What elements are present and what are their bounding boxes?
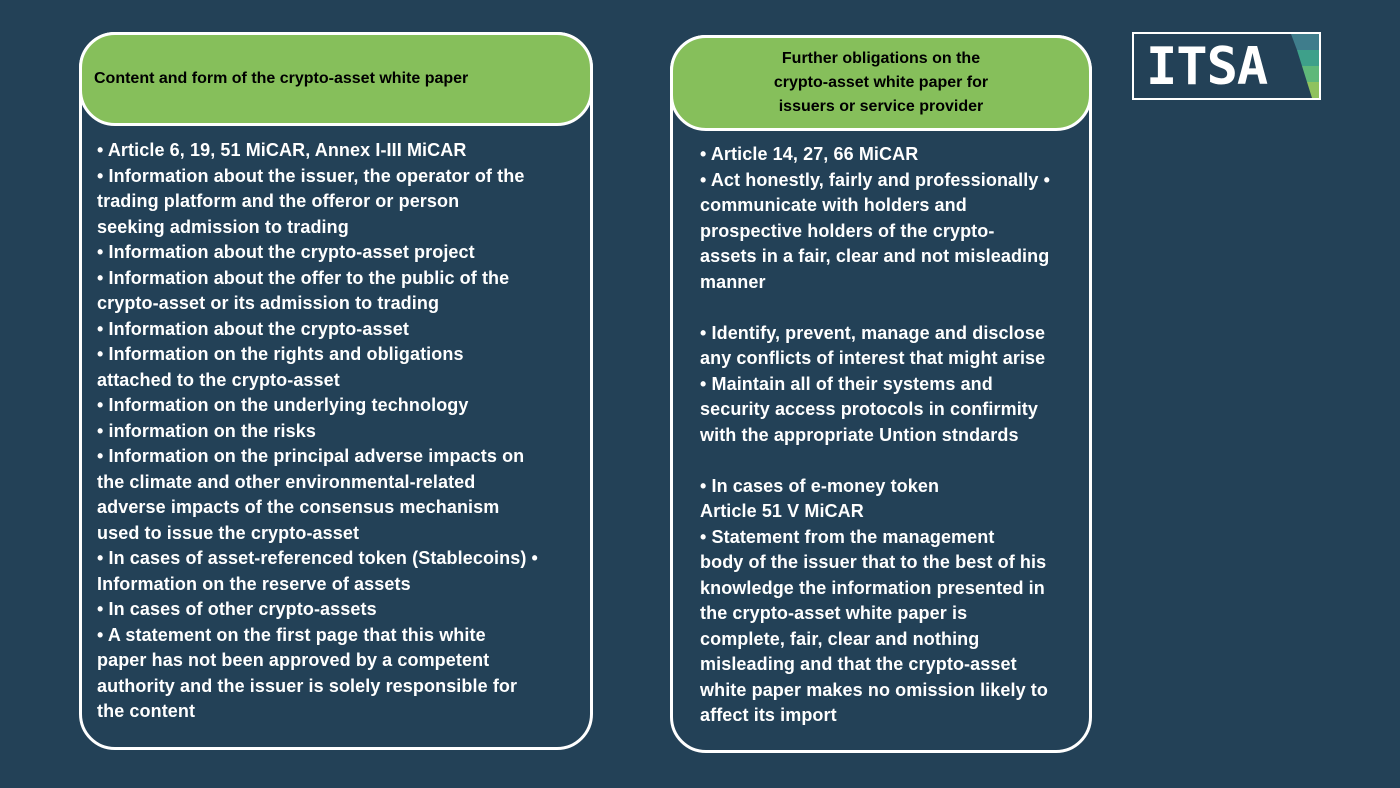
content-form-card-header [79,32,593,126]
content-form-card-body: • Article 6, 19, 51 MiCAR, Annex I-III MiCAR • Information about the issuer, the operator of the trading platform and the offeror or person seeking admission to trading • Information about the crypto-asset project • Information about the offer to the public of the crypto-asset or its admission to trading • Information about the crypto-asset • Information on the rights and obligations attached to the crypto-asset • Information on the underlying technology • information on the risks • Information on the principal adverse impacts on the climate and other environmental-related adverse impacts of the consensus mechanism used to issue the crypto-asset • In cases of asset-referenced token (Stablecoins) • Information on the reserve of assets • In cases of other crypto-assets • A statement on the first page that this white paper has not been approved by a competent authority and the issuer is solely responsible for the content [97,140,538,721]
logo-stripe-3 [1302,66,1319,82]
further-obligations-card-body: • Article 14, 27, 66 MiCAR • Act honestly, fairly and professionally • communicate with holders and prospective holders of the crypto- assets in a fair, clear and not misleading manner • Identify, prevent, manage and disclose any conflicts of interest that might arise • Maintain all of their systems and security access protocols in confirmity with the appropriate Untion stndards • In cases of e-money token Article 51 V MiCAR • Statement from the management body of the issuer that to the best of his knowledge the information presented in the crypto-asset white paper is complete, fair, clear and nothing misleading and that the crypto-asset white paper makes no omission likely to affect its import [700,144,1050,725]
logo-stripe-1 [1291,34,1319,50]
itsa-logo [1132,32,1321,100]
further-obligations-card-title: Further obligations on the crypto-asset white paper for issuers or service provider [773,50,989,115]
content-form-card [79,32,593,750]
further-obligations-card [670,35,1092,753]
further-obligations-card-header [670,35,1092,131]
content-form-card-title: Content and form of the crypto-asset white paper [94,70,469,87]
itsa-logo-text: ITSA [1146,37,1268,97]
itsa-logo-stripes-icon [1291,34,1319,98]
logo-stripe-2 [1297,50,1319,66]
logo-stripe-4 [1307,82,1319,98]
